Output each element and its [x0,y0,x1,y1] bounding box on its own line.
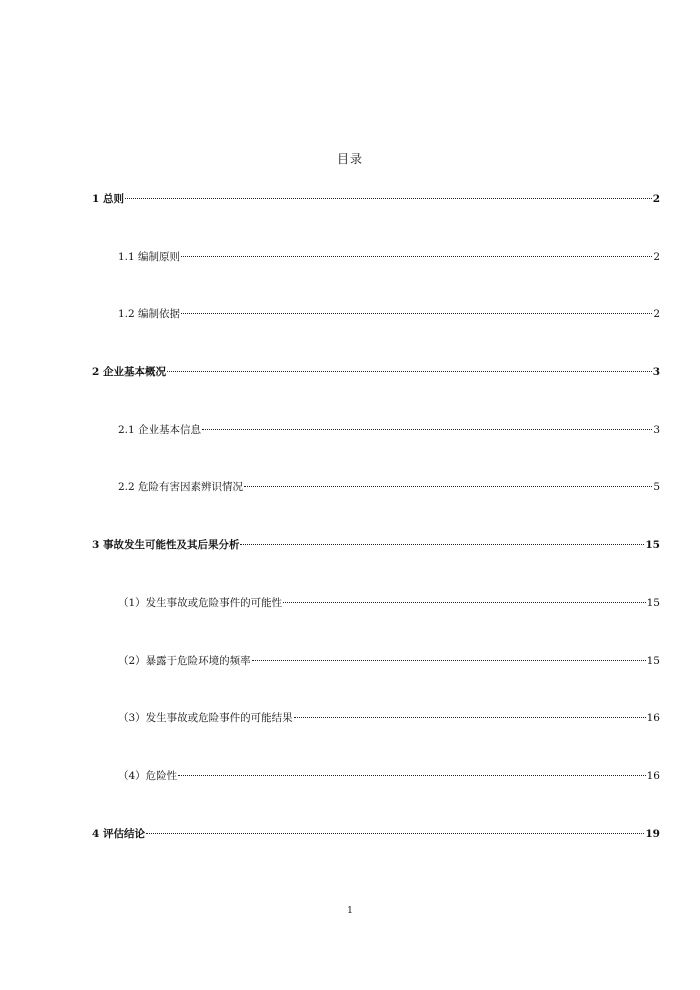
toc-entry[interactable] [92,479,660,537]
toc-dot-leader [244,486,652,487]
toc-entry-page: 2 [653,308,660,321]
toc-entry[interactable] [92,422,660,480]
toc-dot-leader [125,198,652,199]
toc-entry-page: 3 [653,423,660,436]
toc-entry-page: 16 [646,769,660,782]
toc-dot-leader [252,660,646,661]
toc-entry-page: 15 [646,596,660,609]
toc-dot-leader [240,544,644,545]
toc-entry-label: （3）发生事故或危险事件的可能结果 [118,712,293,725]
toc-entry[interactable] [92,826,660,884]
toc-list [92,191,660,883]
toc-entry-page: 3 [652,366,660,379]
toc-entry-label: （1）发生事故或危险事件的可能性 [118,596,283,609]
toc-title: 目录 [336,152,363,166]
toc-entry[interactable] [92,306,660,364]
toc-dot-leader [178,775,645,776]
toc-entry-page: 15 [645,539,660,552]
toc-entry[interactable] [92,710,660,768]
toc-entry-label: 2 企业基本概况 [92,366,166,379]
toc-entry-label: 1.1 编制原则 [118,250,181,263]
toc-dot-leader [181,256,652,257]
toc-entry-page: 2 [652,193,660,205]
toc-entry-label: 1.2 编制依据 [118,308,181,321]
toc-entry[interactable] [92,595,660,653]
toc-dot-leader [294,717,646,718]
toc-dot-leader [167,371,652,372]
toc-entry-label: 2.1 企业基本信息 [118,423,202,436]
toc-entry-page: 15 [646,654,660,667]
toc-entry-label: 3 事故发生可能性及其后果分析 [92,539,240,552]
toc-entry-page: 19 [645,827,660,840]
toc-entry-label: 1 总则 [92,193,124,205]
toc-entry-page: 5 [653,481,660,494]
toc-dot-leader [283,602,645,603]
toc-entry[interactable] [92,537,660,595]
toc-entry-label: 4 评估结论 [92,827,145,840]
toc-entry-label: （4）危险性 [118,769,178,782]
toc-entry-label: （2）暴露于危险环境的频率 [118,654,251,667]
toc-entry[interactable] [92,768,660,826]
toc-entry[interactable] [92,653,660,711]
toc-dot-leader [181,313,652,314]
toc-entry[interactable] [92,191,660,249]
toc-entry-label: 2.2 危险有害因素辨识情况 [118,481,244,494]
toc-entry[interactable] [92,364,660,422]
toc-entry-page: 2 [653,250,660,263]
page-number: 1 [347,906,353,916]
toc-dot-leader [146,833,644,834]
toc-dot-leader [202,429,652,430]
toc-entry-page: 16 [646,712,660,725]
toc-entry[interactable] [92,249,660,307]
